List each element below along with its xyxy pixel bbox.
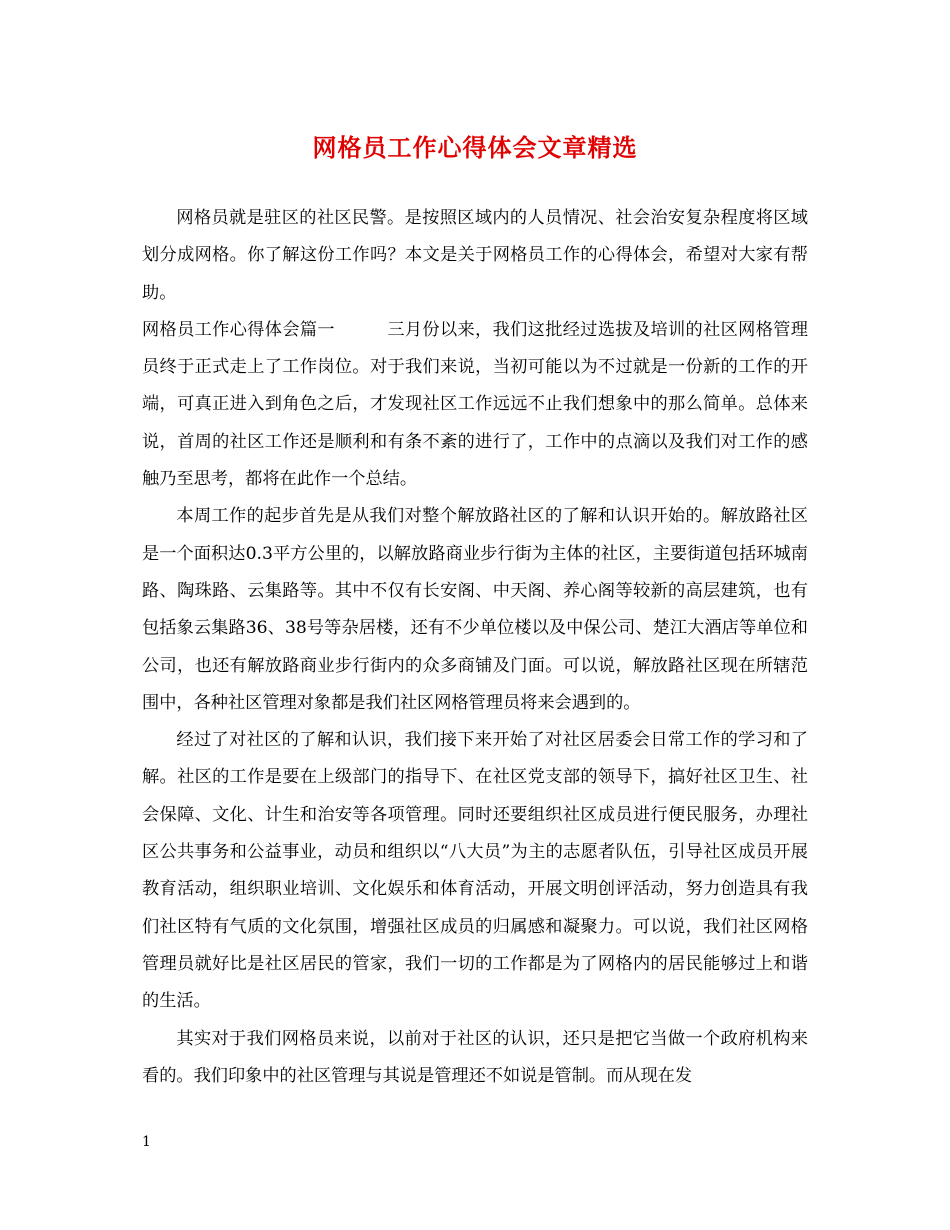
section-first-text: 三月份以来，我们这批经过选拔及培训的社区网格管理员终于正式走上了工作岗位。对于我们来说，当初可能以为不过就是一份新的工作的开端，可真正进入到角色之后，才发现社区工作远远不止我们想象中的那么简单。总体来说，首周的社区工作还是顺利和有条不紊的进行了，工作中的点滴以及我们对工作的感触乃至思考，都将在此作一个总结。	[142, 319, 808, 490]
body-paragraph: 其实对于我们网格员来说，以前对于社区的认识，还只是把它当做一个政府机构来看的。我们印象中的社区管理与其说是管理还不如说是管制。而从现在发	[142, 1028, 808, 1086]
section-first-paragraph	[142, 312, 808, 498]
section-heading: 网格员工作心得体会篇一	[142, 319, 335, 340]
intro-paragraph: 网格员就是驻区的社区民警。是按照区域内的人员情况、社会治安复杂程度将区域划分成网格。你了解这份工作吗？本文是关于网格员工作的心得体会，希望对大家有帮助。	[142, 208, 808, 303]
document-body	[142, 200, 808, 1095]
page-title: 网格员工作心得体会文章精选	[312, 133, 638, 162]
body-paragraph: 经过了对社区的了解和认识，我们接下来开始了对社区居委会日常工作的学习和了解。社区的工作是要在上级部门的指导下、在社区党支部的领导下，搞好社区卫生、社会保障、文化、计生和治安等各项管理。同时还要组织社区成员进行便民服务，办理社区公共事务和公益事业，动员和组织以“八大员”为主的志愿者队伍，引导社区成员开展教育活动，组织职业培训、文化娱乐和体育活动，开展文明创评活动，努力创造具有我们社区特有气质的文化氛围，增强社区成员的归属感和凝聚力。可以说，我们社区网格管理员就好比是社区居民的管家，我们一切的工作都是为了网格内的居民能够过上和谐的生活。	[142, 730, 808, 1012]
body-paragraph: 本周工作的起步首先是从我们对整个解放路社区的了解和认识开始的。解放路社区是一个面积达0.3平方公里的，以解放路商业步行街为主体的社区，主要街道包括环城南路、陶珠路、云集路等。其中不仅有长安阁、中天阁、养心阁等较新的高层建筑，也有包括象云集路36、38号等杂居楼，还有不少单位楼以及中保公司、楚江大酒店等单位和公司，也还有解放路商业步行街内的众多商铺及门面。可以说，解放路社区现在所辖范围中，各种社区管理对象都是我们社区网格管理员将来会遇到的。	[142, 506, 808, 713]
page-number: 1	[142, 1134, 151, 1150]
